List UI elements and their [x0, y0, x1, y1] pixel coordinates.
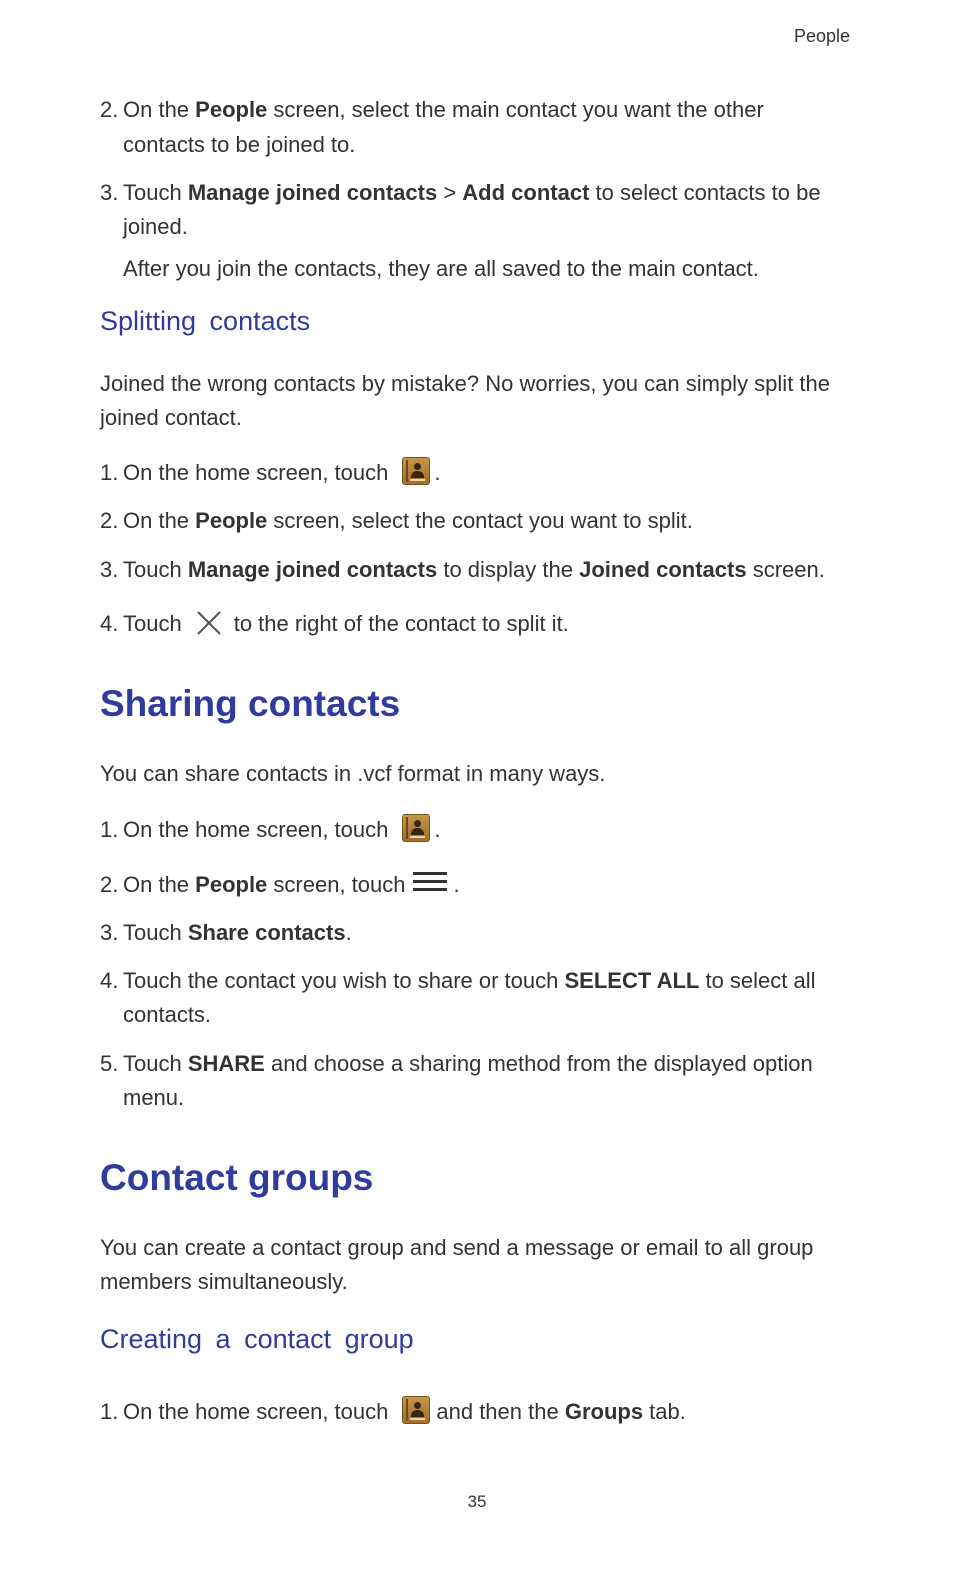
ui-term-manage-joined-contacts: Manage joined contacts — [187, 180, 438, 205]
ui-term-manage-joined-contacts: Manage joined contacts — [187, 557, 438, 582]
step-text: . — [345, 920, 352, 945]
step-number: 5. — [100, 1051, 119, 1076]
menu-icon — [413, 870, 447, 894]
step-text: screen, select the contact you want to split. — [267, 508, 693, 533]
split-step-3 — [100, 553, 825, 587]
step-number: 2. — [100, 872, 119, 897]
split-step-1 — [100, 456, 441, 490]
splitting-intro-line-1: Joined the wrong contacts by mistake? No worries, you can simply split the — [100, 371, 830, 396]
ui-term-select-all: SELECT ALL — [564, 968, 700, 993]
step-text: Touch — [123, 920, 188, 945]
share-step-4 — [100, 964, 816, 998]
sharing-contacts-heading: Sharing contacts — [100, 683, 401, 724]
creating-contact-group-heading: Creating a contact group — [100, 1324, 414, 1354]
step-text: Touch — [123, 1051, 188, 1076]
step-text: to the right of the contact to split it. — [233, 611, 569, 636]
step-text: . — [434, 817, 441, 842]
contacts-app-icon — [402, 1396, 430, 1424]
step-text: to display the — [437, 557, 580, 582]
split-step-4 — [100, 607, 569, 641]
step-text: On the — [123, 872, 196, 897]
contact-groups-heading: Contact groups — [100, 1157, 374, 1198]
ui-term-people: People — [195, 97, 268, 122]
ui-term-share-contacts: Share contacts — [187, 920, 346, 945]
share-step-3 — [100, 916, 352, 950]
ui-term-groups: Groups — [564, 1399, 644, 1424]
page-number: 35 — [467, 1492, 487, 1511]
join-note: After you join the contacts, they are all saved to the main contact. — [123, 256, 759, 281]
step-text: screen, select the main contact you want the other — [267, 97, 764, 122]
share-step-1 — [100, 813, 441, 847]
running-header: People — [793, 26, 850, 46]
step-number: 1. — [100, 1399, 119, 1424]
split-step-2 — [100, 504, 693, 538]
share-step-5-continuation: menu. — [123, 1085, 185, 1110]
step-text: Touch the contact you wish to share or touch — [123, 968, 565, 993]
sharing-intro: You can share contacts in .vcf format in many ways. — [100, 761, 606, 786]
step-number: 3. — [100, 557, 119, 582]
step-text: screen. — [746, 557, 825, 582]
step-number: 4. — [100, 968, 119, 993]
step-text: and then the — [436, 1399, 565, 1424]
share-step-5 — [100, 1047, 813, 1081]
step-number: 3. — [100, 920, 119, 945]
step-number: 3. — [100, 180, 119, 205]
step-text: On the — [123, 97, 196, 122]
join-step-2-continuation: contacts to be joined to. — [123, 132, 356, 157]
step-text: . — [434, 460, 441, 485]
group-step-1 — [100, 1395, 686, 1429]
join-step-3-continuation: joined. — [123, 214, 188, 239]
step-number: 1. — [100, 817, 119, 842]
share-step-2 — [100, 868, 460, 902]
ui-term-share: SHARE — [187, 1051, 265, 1076]
share-step-4-continuation: contacts. — [123, 1002, 212, 1027]
step-text: to select all — [699, 968, 816, 993]
step-number: 1. — [100, 460, 119, 485]
contacts-app-icon — [402, 457, 430, 485]
step-text: Touch — [123, 557, 188, 582]
groups-intro-line-2: members simultaneously. — [100, 1269, 348, 1294]
step-text: to select contacts to be — [589, 180, 821, 205]
step-text: On the home screen, touch — [123, 460, 389, 485]
ui-term-people: People — [195, 872, 268, 897]
step-text: > — [437, 180, 463, 205]
join-step-3 — [100, 176, 821, 210]
step-text: Touch — [123, 180, 188, 205]
splitting-contacts-heading: Splitting contacts — [100, 306, 311, 336]
step-text: Touch — [123, 611, 182, 636]
groups-intro-line-1: You can create a contact group and send a message or email to all group — [100, 1235, 814, 1260]
step-text: On the home screen, touch — [123, 817, 389, 842]
step-number: 2. — [100, 97, 119, 122]
splitting-intro-line-2: joined contact. — [100, 405, 242, 430]
step-text: screen, touch — [267, 872, 406, 897]
contacts-app-icon — [402, 814, 430, 842]
step-text: On the home screen, touch — [123, 1399, 389, 1424]
step-text: and choose a sharing method from the displayed option — [264, 1051, 813, 1076]
step-number: 2. — [100, 508, 119, 533]
step-number: 4. — [100, 611, 119, 636]
step-text: tab. — [643, 1399, 686, 1424]
ui-term-joined-contacts: Joined contacts — [579, 557, 747, 582]
step-text: . — [453, 872, 460, 897]
ui-term-add-contact: Add contact — [462, 180, 590, 205]
ui-term-people: People — [195, 508, 268, 533]
join-step-2 — [100, 93, 764, 127]
step-text: On the — [123, 508, 196, 533]
close-icon — [194, 608, 224, 638]
